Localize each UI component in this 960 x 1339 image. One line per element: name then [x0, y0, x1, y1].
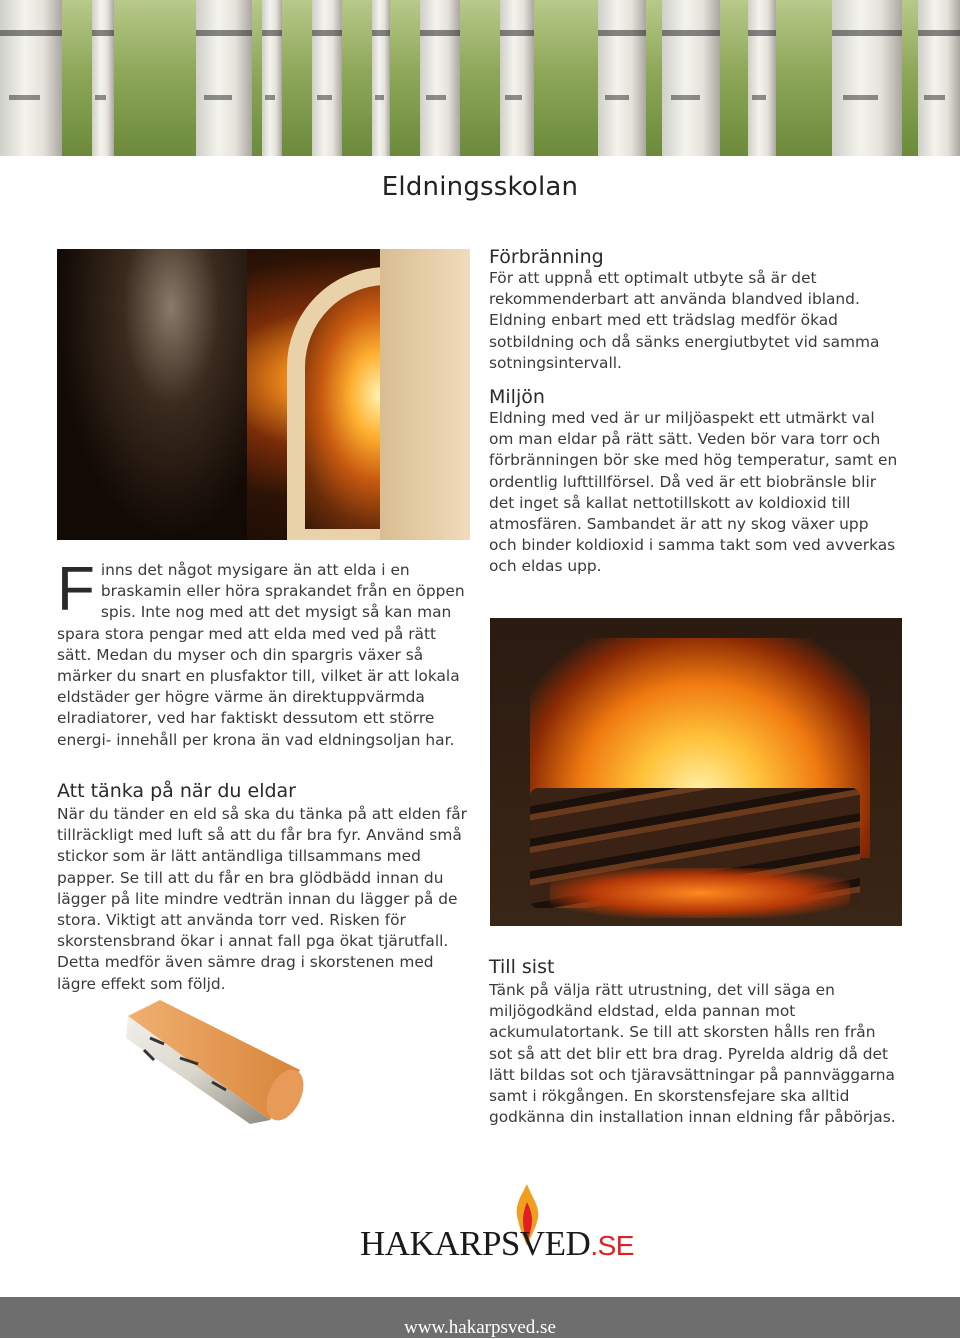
section-tillsist-text: Tänk på välja rätt utrustning, det vill säga en miljögodkänd eldstad, elda pannan mot ackumulatortank. Se till att skorsten hålls ren från sot så att det blir ett bra drag. Pyrelda aldrig då det lätt bildas sot och tjäravsättningar på pannväggarna samt i rökgången. En skorstensfejare ska alltid godkänna din installation innan eldning får påbörjas. — [489, 981, 896, 1127]
section-tillsist — [489, 956, 899, 1128]
logo-suffix-text: .SE — [590, 1230, 634, 1261]
firewood-log-image — [120, 998, 310, 1128]
page-title: Eldningsskolan — [381, 172, 579, 202]
hakarpsved-logo — [360, 1180, 634, 1263]
birch-forest-banner-image — [0, 0, 960, 156]
logo-main-text: HAKARPSVED — [360, 1224, 591, 1263]
stove-fire-photo — [57, 249, 470, 540]
fireplace-flames-photo — [490, 618, 902, 926]
intro-dropcap: F — [57, 555, 95, 624]
intro-text: inns det något mysigare än att elda i en braskamin eller höra sprakandet från en öppen spis. Inte nog med att det mysigt så kan man spara stora pengar med att elda med ved på rätt sätt. Medan du myser och din spargris växer så märker du snart en plusfaktor till, vilket är att lokala eldstäder ger högre värme än direktuppvärmda elradiatorer, ved har faktiskt dessutom ett större energi- innehåll per krona än vad eldningsoljan har. — [57, 561, 465, 749]
section-forbranning — [489, 246, 909, 374]
section-forbranning-text: För att uppnå ett optimalt utbyte så är det rekommenderbart att använda blandved ibland. Eldning enbart med ett trädslag medför ökad sotbildning och då sänks energiutbytet vid samma sotningsintervall. — [489, 269, 880, 372]
section-miljon — [489, 386, 899, 578]
section-forbranning-heading: Förbränning — [489, 246, 604, 268]
section-tanka — [57, 780, 470, 995]
section-miljon-text: Eldning med ved är ur miljöaspekt ett utmärkt val om man eldar på rätt sätt. Veden bör vara torr och förbränningen bör ske med hög temperatur, samt en ordentlig lufttillförsel. Då ved är ett biobränsle blir det inget så kallat nettotillskott av koldioxid till atmosfären. Sambandet är att ny skog växer upp och binder koldioxid i samma takt som ved avverkas och eldas upp. — [489, 409, 898, 576]
section-tillsist-heading: Till sist — [489, 956, 555, 978]
footer-website-link[interactable]: www.hakarpsved.se — [404, 1317, 556, 1338]
footer-bar — [0, 1297, 960, 1338]
logo-wordmark — [360, 1224, 634, 1264]
section-miljon-heading: Miljön — [489, 386, 545, 408]
section-tanka-heading: Att tänka på när du eldar — [57, 780, 296, 802]
intro-paragraph — [57, 555, 470, 751]
section-tanka-text: När du tänder en eld så ska du tänka på att elden får tillräckligt med luft så att du får bra fyr. Använd små stickor som är lätt antändliga tillsammans med papper. Se till att du får en bra glödbädd innan du lägger på lite mindre vedträn innan du lägger på de stora. Viktigt att använda torr ved. Risken för skorstensbrand ökar i annat fall pga ökat tjärutfall. Detta medför även sämre drag i skorstenen med lägre effekt som följd. — [57, 805, 468, 993]
